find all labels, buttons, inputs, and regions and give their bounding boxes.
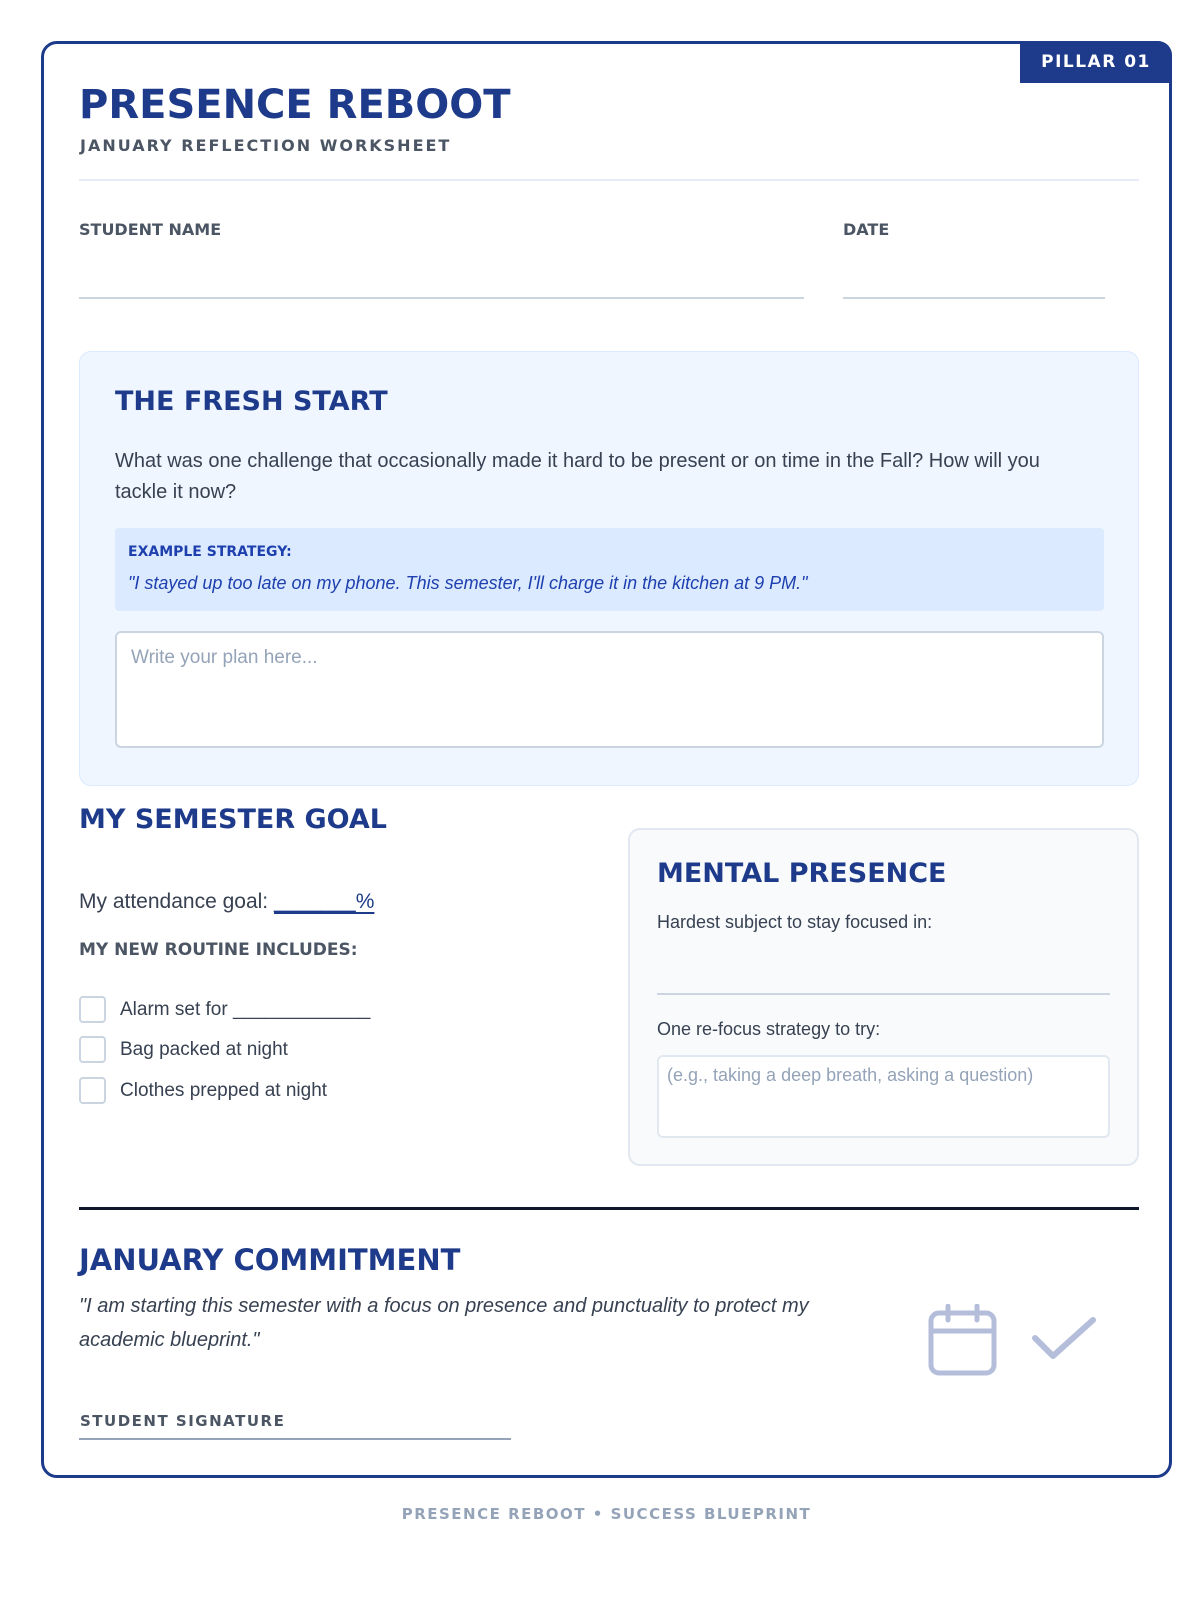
fresh-start-panel — [79, 351, 1139, 786]
fresh-start-heading: THE FRESH START — [115, 386, 388, 417]
signature-label: STUDENT SIGNATURE — [80, 1412, 286, 1430]
signature-line[interactable] — [79, 1438, 511, 1440]
example-strategy-label: EXAMPLE STRATEGY: — [128, 544, 292, 560]
fresh-start-question: What was one challenge that occasionally made it hard to be present or on time in the Fall? How will you tackle it now? — [115, 450, 1040, 503]
mental-presence-heading: MENTAL PRESENCE — [657, 858, 947, 889]
commitment-quote: "I am starting this semester with a focus on presence and punctuality to protect my academic blueprint." — [79, 1295, 809, 1351]
attendance-goal-label: My attendance goal: — [79, 890, 274, 913]
routine-checkbox[interactable] — [79, 996, 106, 1023]
example-strategy-text: "I stayed up too late on my phone. This semester, I'll charge it in the kitchen at 9 PM." — [128, 573, 808, 593]
date-line[interactable] — [843, 297, 1105, 299]
commitment-heading: JANUARY COMMITMENT — [79, 1243, 461, 1277]
hardest-subject-label: Hardest subject to stay focused in: — [657, 912, 933, 932]
page-footer: PRESENCE REBOOT • SUCCESS BLUEPRINT — [401, 1505, 812, 1523]
refocus-label: One re-focus strategy to try: — [657, 1019, 881, 1039]
plan-input[interactable] — [115, 631, 1104, 748]
routine-item-label: Alarm set for _____________ — [120, 998, 371, 1020]
refocus-input[interactable] — [657, 1055, 1110, 1138]
routine-checkbox[interactable] — [79, 1036, 106, 1063]
routine-item-alarm[interactable] — [79, 996, 370, 1023]
routine-label: MY NEW ROUTINE INCLUDES: — [79, 940, 358, 960]
routine-item-label: Bag packed at night — [120, 1038, 288, 1060]
section-divider — [79, 1207, 1139, 1210]
page-title: PRESENCE REBOOT — [79, 82, 511, 128]
calendar-icon — [928, 1304, 998, 1376]
example-strategy-box — [115, 528, 1104, 611]
semester-goal-heading: MY SEMESTER GOAL — [79, 804, 388, 835]
hardest-subject-line[interactable] — [657, 993, 1110, 995]
student-name-line[interactable] — [79, 297, 804, 299]
routine-checkbox[interactable] — [79, 1077, 106, 1104]
routine-item-bag[interactable] — [79, 1036, 288, 1063]
date-label: DATE — [843, 220, 890, 239]
pillar-badge: PILLAR 01 — [1020, 41, 1172, 83]
header-divider — [79, 179, 1139, 181]
routine-item-label: Clothes prepped at night — [120, 1079, 328, 1101]
routine-item-clothes[interactable] — [79, 1077, 327, 1104]
mental-presence-panel — [628, 828, 1139, 1166]
checkmark-icon — [1031, 1314, 1097, 1364]
attendance-goal — [79, 890, 374, 914]
page-subtitle: JANUARY REFLECTION WORKSHEET — [80, 136, 452, 155]
attendance-goal-blank[interactable]: _______% — [273, 890, 375, 913]
student-name-label: STUDENT NAME — [79, 220, 222, 239]
worksheet-card — [41, 41, 1172, 1478]
